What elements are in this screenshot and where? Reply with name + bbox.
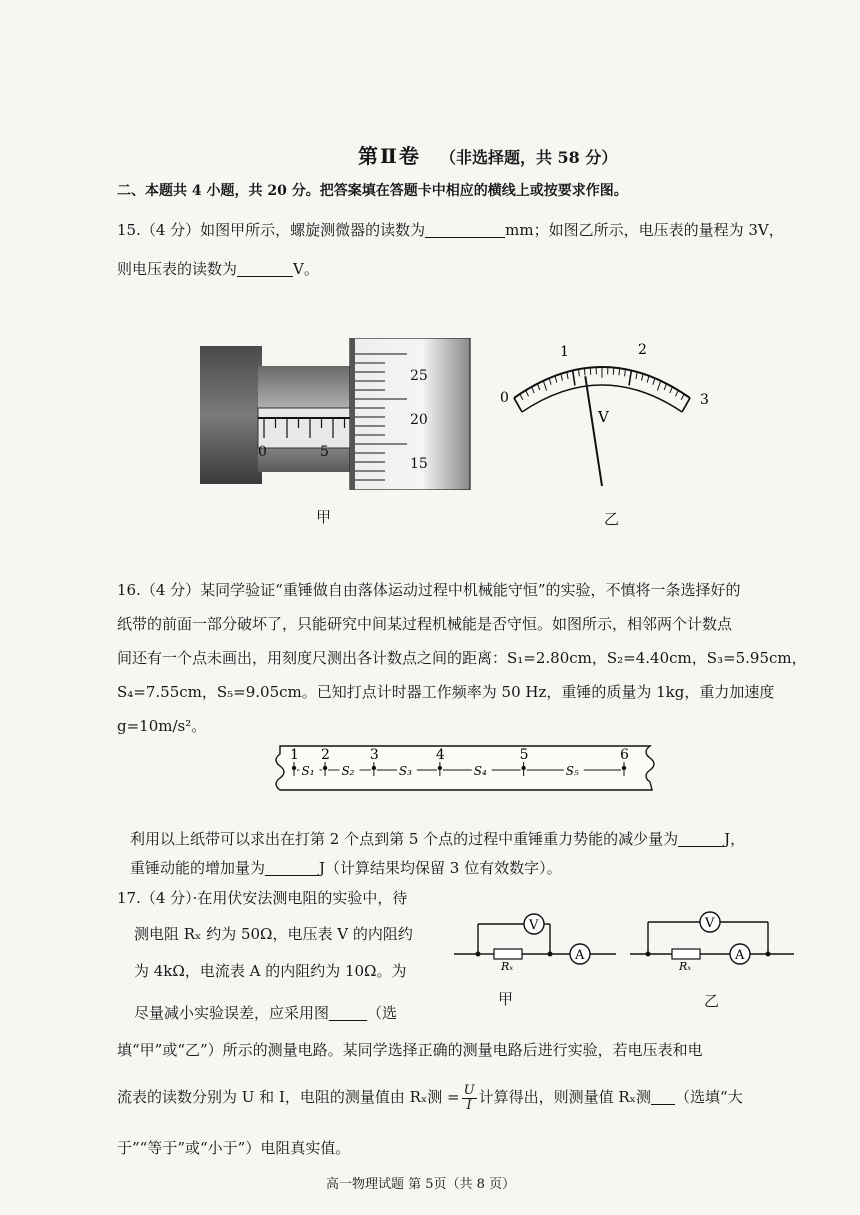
micrometer-sleeve-scale bbox=[258, 408, 350, 448]
q15-line-1 bbox=[117, 220, 784, 240]
voltmeter-tick bbox=[664, 384, 666, 390]
q17-line-6 bbox=[117, 1080, 743, 1114]
voltmeter-unit: V bbox=[598, 408, 609, 426]
voltmeter-tick bbox=[532, 387, 535, 393]
voltmeter-scale-label-0: 0 bbox=[500, 390, 509, 406]
q17-blank-2[interactable] bbox=[651, 1089, 675, 1105]
q15-text-b: mm；如图乙所示，电压表的量程为 3V， bbox=[505, 221, 784, 239]
q17-line-7: 于”“等于”或“小于”）电阻真实值。 bbox=[117, 1139, 351, 1157]
q17-text-e: （选填“大 bbox=[675, 1088, 743, 1106]
circuit-a-node bbox=[548, 952, 553, 957]
q17-line-5: 填“甲”或“乙”）所示的测量电路。某同学选择正确的测量电路后进行实验，若电压表和电 bbox=[117, 1041, 703, 1059]
circuit-b-resistor bbox=[672, 949, 700, 959]
q17-text-d: 计算得出，则测量值 Rₓ测 bbox=[478, 1088, 652, 1106]
voltmeter-tick bbox=[526, 390, 529, 396]
voltmeter-tick bbox=[555, 376, 557, 383]
circuit-b-node bbox=[646, 952, 651, 957]
paper-tape-point-label: 2 bbox=[321, 747, 330, 763]
paper-tape-segment-label: S₂ bbox=[341, 764, 355, 778]
voltmeter-tick bbox=[543, 381, 546, 391]
q17-line-1: 17.（4 分）·在用伏安法测电阻的实验中，待 bbox=[117, 889, 408, 907]
circuit-a-caption: 甲 bbox=[498, 990, 514, 1008]
q15-blank-1[interactable] bbox=[425, 222, 505, 238]
q17-text-a: 尽量减小实验误差，应采用图 bbox=[134, 1004, 330, 1022]
q16-blank-1[interactable] bbox=[678, 831, 724, 847]
micrometer-thimble-label-15: 15 bbox=[410, 456, 428, 472]
voltmeter-tick bbox=[657, 381, 660, 391]
circuit-b-caption: 乙 bbox=[704, 992, 720, 1010]
voltmeter-tick bbox=[561, 374, 562, 381]
circuit-b-resistor-label: Rₓ bbox=[679, 960, 692, 970]
section-heading: 二、本题共 4 小题，共 20 分。把答案填在答题卡中相应的横线上或按要求作图。 bbox=[117, 183, 628, 199]
voltmeter-tick bbox=[567, 372, 568, 379]
paper-tape-point-label: 5 bbox=[519, 747, 529, 763]
circuit-b-ammeter-label: A bbox=[735, 948, 745, 963]
q16-line-1: 16.（4 分）某同学验证“重锤做自由落体运动过程中机械能守恒”的实验，不慎将一条选择好的 bbox=[117, 581, 741, 599]
q15-text-c: 则电压表的读数为 bbox=[117, 260, 238, 278]
q16-line-4: S₄=7.55cm，S₅=9.05cm。已知打点计时器工作频率为 50 Hz，重锤的质量为 1kg，重力加速度 bbox=[117, 683, 775, 701]
q17-blank-1[interactable] bbox=[329, 1005, 367, 1021]
q17-formula-fraction bbox=[462, 1084, 477, 1113]
voltmeter-needle bbox=[585, 376, 602, 486]
micrometer-thimble-edge bbox=[350, 338, 355, 490]
micrometer-frame bbox=[200, 346, 262, 484]
paper-tape-outline bbox=[276, 746, 654, 790]
q16-text-c: 重锤动能的增加量为 bbox=[130, 859, 266, 877]
paper-tape-figure bbox=[270, 738, 662, 798]
voltmeter-scale-label-3: 3 bbox=[700, 392, 709, 408]
voltmeter-tick bbox=[642, 374, 643, 381]
q16-line-6 bbox=[130, 829, 745, 849]
voltmeter-scale-label-2: 2 bbox=[638, 342, 647, 358]
circuit-a-figure bbox=[452, 900, 620, 970]
circuit-a-resistor bbox=[494, 949, 522, 959]
voltmeter-tick bbox=[537, 384, 539, 390]
q16-line-3: 间还有一个点未画出，用刻度尺测出各计数点之间的距离：S₁=2.80cm，S₂=4.40cm，S₃=5.95cm， bbox=[117, 649, 807, 667]
q15-line-2 bbox=[117, 259, 319, 279]
voltmeter-caption: 乙 bbox=[604, 510, 620, 528]
volume-subtitle: （非选择题，共 58 分） bbox=[439, 148, 618, 167]
circuit-b-voltmeter-label: V bbox=[705, 916, 715, 931]
circuit-a-resistor-label: Rₓ bbox=[501, 960, 514, 970]
q16-blank-2[interactable] bbox=[265, 860, 319, 876]
circuit-a-node bbox=[476, 952, 481, 957]
q16-text-a: 利用以上纸带可以求出在打第 2 个点到第 5 个点的过程中重锤重力势能的减少量为 bbox=[130, 830, 679, 848]
micrometer-sleeve-label-5: 5 bbox=[320, 444, 329, 460]
micrometer-thimble-label-25: 25 bbox=[410, 368, 428, 384]
paper-tape-segment-label: S₅ bbox=[565, 764, 579, 778]
circuit-a-voltmeter-label: V bbox=[529, 918, 539, 933]
q17-formula-numerator: U bbox=[463, 1082, 475, 1098]
q17-line-2: 测电阻 Rₓ 约为 50Ω，电压表 V 的内阻约 bbox=[134, 925, 413, 943]
voltmeter-tick bbox=[653, 378, 655, 385]
circuit-b-node bbox=[766, 952, 771, 957]
voltmeter-tick bbox=[675, 390, 678, 396]
micrometer-thimble-label-20: 20 bbox=[410, 412, 428, 428]
volume-title: 第Ⅱ卷 bbox=[358, 144, 421, 168]
voltmeter-tick bbox=[619, 368, 620, 375]
voltmeter-tick bbox=[629, 370, 631, 385]
q16-line-7 bbox=[130, 858, 562, 878]
q16-line-5: g=10m/s²。 bbox=[117, 717, 207, 735]
q17-line-4 bbox=[134, 1003, 397, 1023]
q16-text-d: J（计算结果均保留 3 位有效数字）。 bbox=[319, 859, 562, 877]
q15-text-d: V。 bbox=[293, 260, 319, 278]
voltmeter-ticks bbox=[514, 367, 690, 410]
micrometer-figure bbox=[200, 338, 472, 490]
q17-text-b: （选 bbox=[367, 1004, 398, 1022]
q17-line-3: 为 4kΩ，电流表 A 的内阻约为 10Ω。为 bbox=[134, 962, 407, 980]
section-title-block bbox=[358, 140, 617, 169]
voltmeter-tick bbox=[636, 372, 637, 379]
q16-text-b: J， bbox=[724, 830, 746, 848]
q17-text-c: 流表的读数分别为 U 和 I，电阻的测量值由 Rₓ测 = bbox=[117, 1088, 460, 1106]
q15-blank-2[interactable] bbox=[237, 261, 293, 277]
micrometer-sleeve-label-0: 0 bbox=[258, 444, 267, 460]
voltmeter-scale-label-1: 1 bbox=[560, 344, 569, 360]
voltmeter-tick bbox=[514, 398, 521, 410]
paper-tape-segment-label: S₃ bbox=[398, 764, 412, 778]
paper-tape-point-label: 1 bbox=[290, 747, 299, 763]
voltmeter-tick bbox=[683, 398, 690, 410]
voltmeter-tick bbox=[549, 378, 551, 385]
voltmeter-tick bbox=[573, 370, 575, 385]
voltmeter-tick bbox=[584, 368, 585, 375]
circuit-b-figure bbox=[628, 900, 798, 970]
circuit-a-ammeter-label: A bbox=[575, 948, 585, 963]
voltmeter-tick bbox=[520, 394, 523, 400]
micrometer-caption: 甲 bbox=[316, 508, 332, 526]
q15-text-a: 15.（4 分）如图甲所示，螺旋测微器的读数为 bbox=[117, 221, 426, 239]
voltmeter-figure bbox=[492, 336, 722, 488]
page-footer: 高一物理试题 第 5页（共 8 页） bbox=[326, 1177, 516, 1192]
voltmeter-tick bbox=[681, 394, 684, 400]
paper-tape-segment-label: S₄ bbox=[473, 764, 487, 778]
voltmeter-tick bbox=[647, 376, 649, 383]
paper-tape-point-label: 3 bbox=[369, 747, 379, 763]
paper-tape-segment-label: S₁ bbox=[301, 764, 315, 778]
voltmeter-tick bbox=[579, 369, 580, 376]
paper-tape-point-label: 4 bbox=[435, 747, 445, 763]
q17-formula-denominator: I bbox=[466, 1097, 472, 1113]
voltmeter-tick bbox=[670, 387, 673, 393]
q16-line-2: 纸带的前面一部分破坏了，只能研究中间某过程机械能是否守恒。如图所示，相邻两个计数点 bbox=[117, 615, 733, 633]
voltmeter-tick bbox=[625, 369, 626, 376]
paper-tape-point-label: 6 bbox=[620, 747, 629, 763]
